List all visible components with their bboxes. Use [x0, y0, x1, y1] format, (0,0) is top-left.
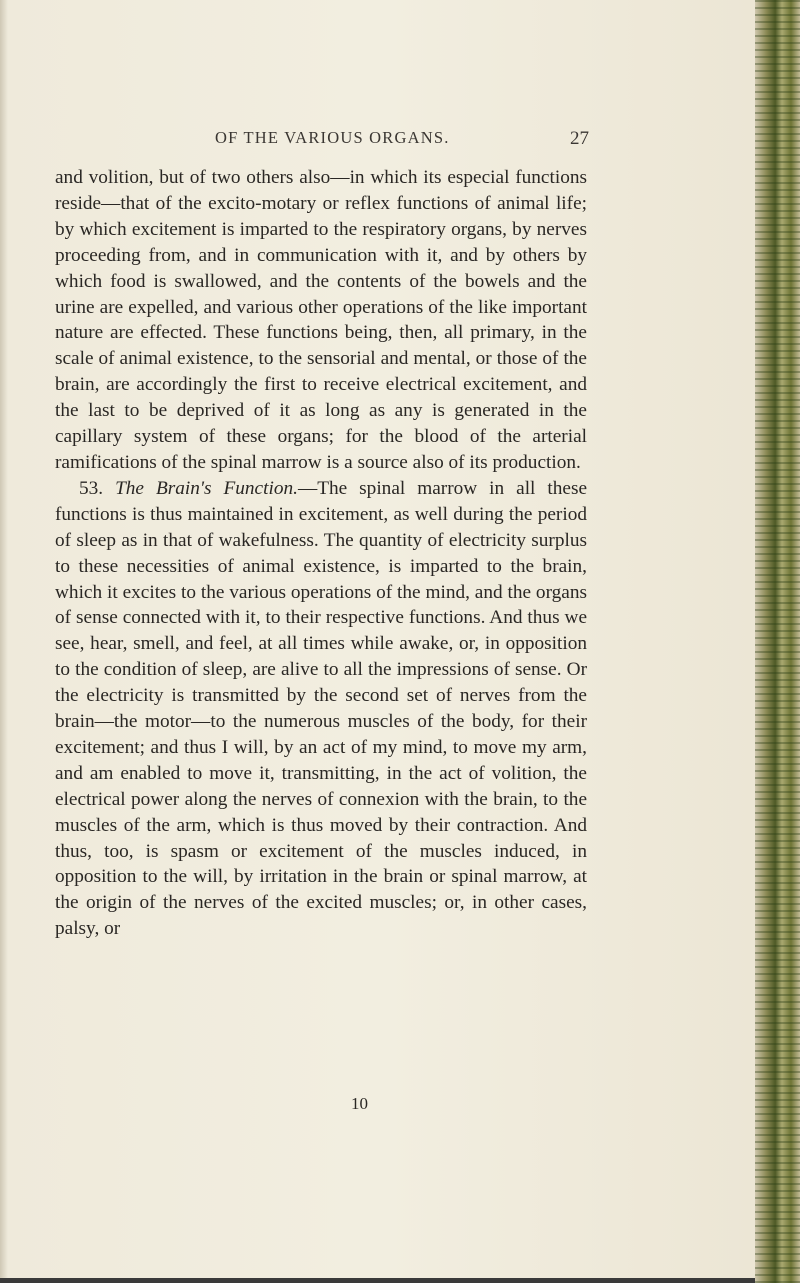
paragraph-2 [55, 476, 587, 942]
running-head: OF THE VARIOUS ORGANS. [215, 128, 450, 147]
section-number: 53. [78, 477, 104, 499]
signature-mark: 10 [351, 1094, 368, 1113]
page-header [0, 128, 755, 154]
section-title: The Brain's Function. [115, 477, 298, 499]
paragraph-2-text: —The spinal marrow in all these functions is thus maintained in excitement, as well during the period of sleep as in that of wakefulness. The quantity of electricity surplus to these necessities of animal existence, is imparted to the brain, which it excites to the various operations of the mind, and the organs of sense connected with it, to their respective functions. And thus we see, hear, smell, and feel, at all times while awake, or, in opposition to the condition of sleep, are alive to all the impressions of sense. Or the electricity is transmitted by the second set of nerves from the brain—the motor—to the numerous muscles of the body, for their excitement; and thus I will, by an act of my mind, to move my arm, and am enabled to move it, transmitting, in the act of volition, the electrical power along the nerves of connexion with the brain, to the muscles of the arm, which is thus moved by their contraction. And thus, too, is spasm or excitement of the muscles induced, in opposition to the will, by irritation in the brain or spinal marrow, at the origin of the nerves of the excited muscles; or, in other cases, palsy, or [55, 477, 588, 940]
paragraph-1: and volition, but of two others also—in which its especial functions reside—that of the excito-motary or reflex functions of animal life; by which excitement is imparted to the respiratory organs, by nerves proceeding from, and in communication with it, and by others by which food is swallowed, and the contents of the bowels and the urine are expelled, and various other operations of the like important nature are effected. These functions being, then, all primary, in the scale of animal existence, to the sensorial and mental, or those of the brain, are accordingly the first to receive electrical excitement, and the last to be deprived of it as long as any is generated in the capillary system of these organs; for the blood of the arterial ramifications of the spinal marrow is a source also of its production. [55, 167, 587, 473]
bottom-rule [0, 1278, 755, 1283]
page-number: 27 [570, 128, 589, 149]
book-binding-edge [755, 0, 800, 1283]
body-text [55, 165, 587, 942]
page-left-edge [0, 0, 8, 1283]
